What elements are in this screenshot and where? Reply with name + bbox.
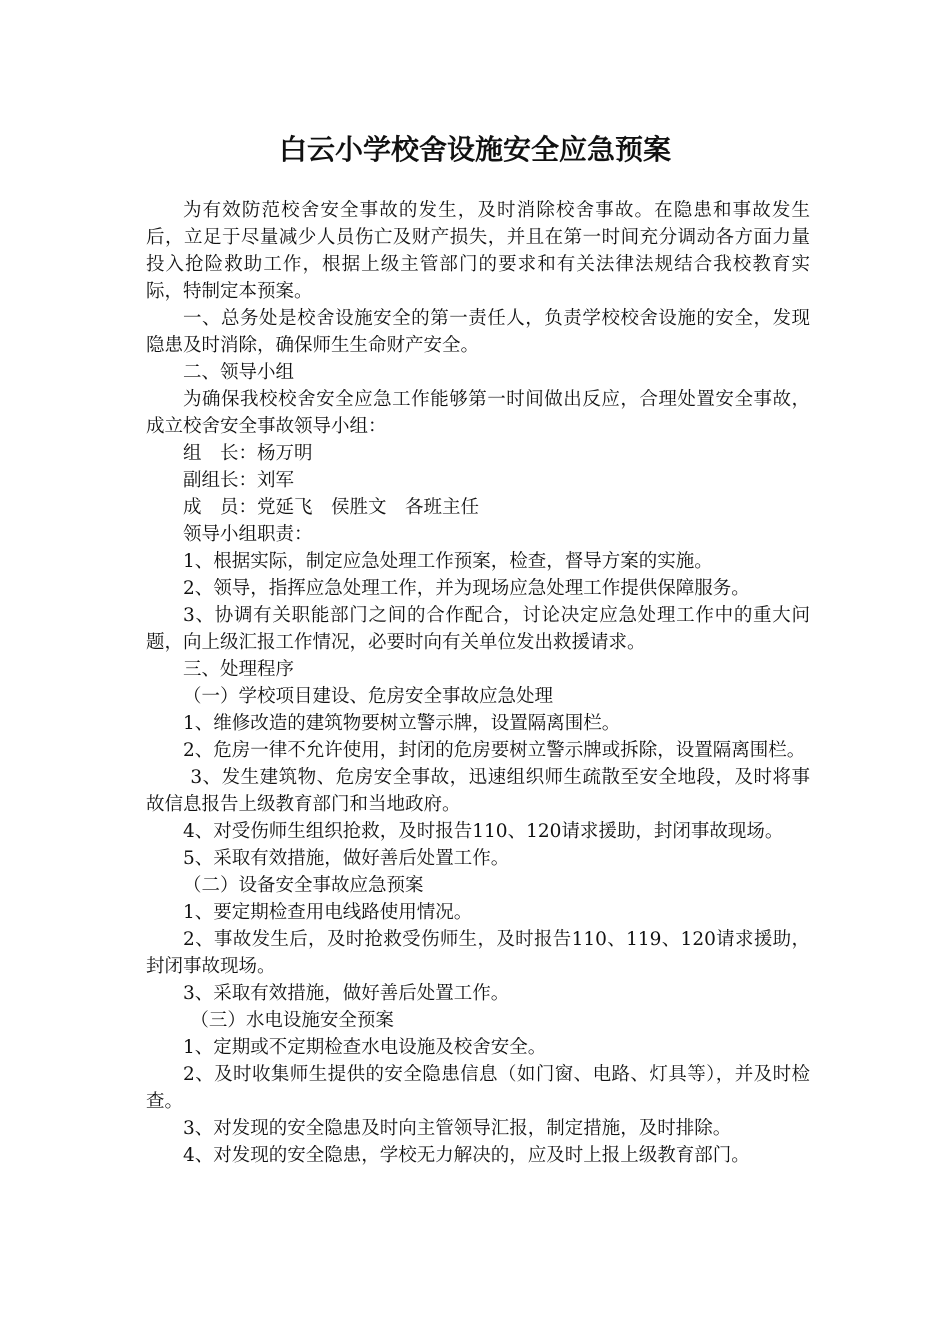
document-title: 白云小学校舍设施安全应急预案 — [278, 133, 671, 166]
procedure-item: 1、维修改造的建筑物要树立警示牌，设置隔离围栏。 — [183, 713, 621, 734]
section-3-heading: 三、处理程序 — [183, 659, 295, 680]
subsection-heading: （一）学校项目建设、危房安全事故应急处理 — [183, 686, 554, 707]
procedure-item: 1、定期或不定期检查水电设施及校舍安全。 — [183, 1037, 547, 1058]
subsection-heading: （三）水电设施安全预案 — [190, 1010, 394, 1031]
procedure-item: 1、要定期检查用电线路使用情况。 — [183, 902, 473, 923]
document-body — [146, 197, 810, 1169]
duty-item: 1、根据实际，制定应急处理工作预案，检查，督导方案的实施。 — [183, 551, 713, 572]
section-1-paragraph: 一、总务处是校舍设施安全的第一责任人，负责学校校舍设施的安全，发现隐患及时消除，确保师生生命财产安全。 — [146, 308, 810, 356]
procedure-item: 3、发生建筑物、危房安全事故，迅速组织师生疏散至安全地段，及时将事故信息报告上级教育部门和当地政府。 — [146, 767, 810, 815]
procedure-item: 5、采取有效措施，做好善后处置工作。 — [183, 848, 510, 869]
duty-item: 3、协调有关职能部门之间的合作配合，讨论决定应急处理工作中的重大问题，向上级汇报工作情况，必要时向有关单位发出救援请求。 — [146, 605, 810, 653]
section-2-heading: 二、领导小组 — [183, 362, 295, 383]
deputy-leader-line: 副组长：刘军 — [183, 470, 295, 491]
duties-heading: 领导小组职责： — [183, 524, 313, 545]
leadership-intro: 为确保我校校舍安全应急工作能够第一时间做出反应，合理处置安全事故，成立校舍安全事故领导小组： — [146, 389, 810, 437]
procedure-item: 2、及时收集师生提供的安全隐患信息（如门窗、电路、灯具等），并及时检查。 — [146, 1064, 810, 1112]
members-line: 成 员：党延飞 侯胜文 各班主任 — [183, 497, 480, 518]
leader-line: 组 长：杨万明 — [183, 443, 313, 464]
procedure-item: 2、事故发生后，及时抢救受伤师生，及时报告110、119、120请求援助，封闭事故现场。 — [146, 929, 810, 977]
subsection-heading: （二）设备安全事故应急预案 — [183, 875, 424, 896]
procedure-item: 3、对发现的安全隐患及时向主管领导汇报，制定措施，及时排除。 — [183, 1118, 732, 1139]
procedure-item: 3、采取有效措施，做好善后处置工作。 — [183, 983, 510, 1004]
procedure-item: 2、危房一律不允许使用，封闭的危房要树立警示牌或拆除，设置隔离围栏。 — [183, 740, 806, 761]
procedure-item: 4、对受伤师生组织抢救，及时报告110、120请求援助，封闭事故现场。 — [183, 821, 784, 842]
intro-paragraph: 为有效防范校舍安全事故的发生，及时消除校舍事故。在隐患和事故发生后，立足于尽量减少人员伤亡及财产损失，并且在第一时间充分调动各方面力量投入抢险救助工作，根据上级主管部门的要求和有关法律法规结合我校教育实际，特制定本预案。 — [146, 200, 810, 302]
procedure-item: 4、对发现的安全隐患，学校无力解决的，应及时上报上级教育部门。 — [183, 1145, 750, 1166]
duty-item: 2、领导，指挥应急处理工作，并为现场应急处理工作提供保障服务。 — [183, 578, 750, 599]
